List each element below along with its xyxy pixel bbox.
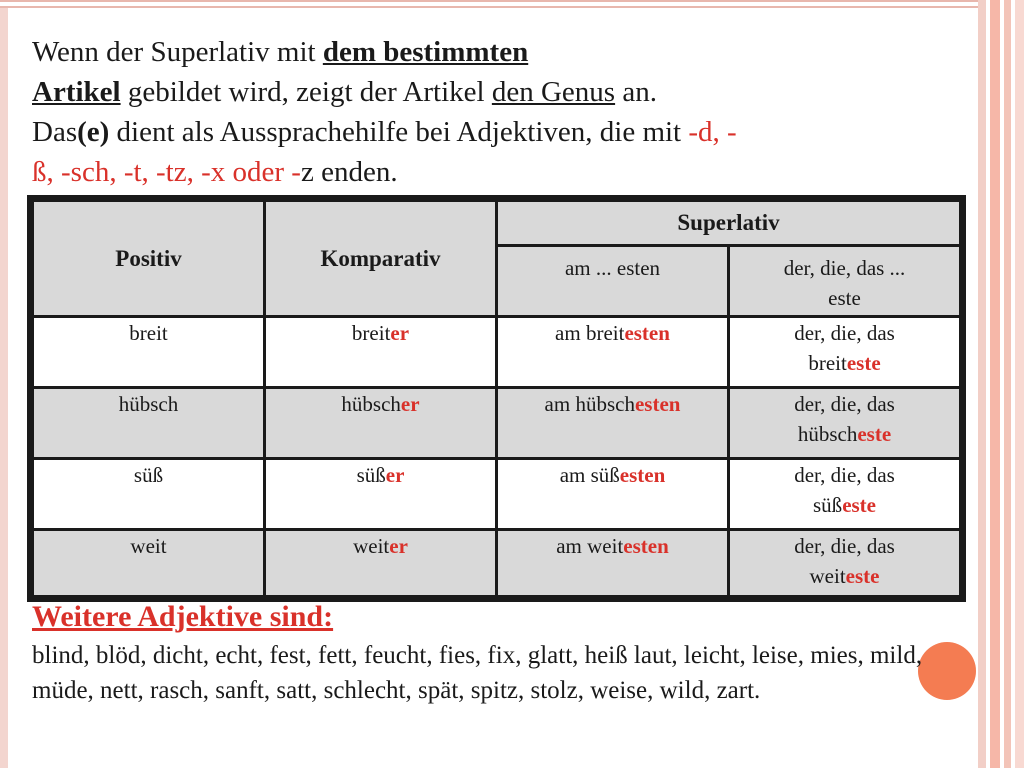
article-prefix: der, die, das <box>794 392 895 416</box>
word-ending: este <box>846 351 881 375</box>
word-stem: breit <box>351 321 391 345</box>
intro-emphasis: Artikel <box>32 76 121 108</box>
intro-text <box>32 32 992 192</box>
cell-komparativ <box>266 531 495 595</box>
subheader-am-esten: am ... esten <box>498 247 727 315</box>
cell-superlativ-am <box>498 460 727 528</box>
word-ending: esten <box>624 321 670 345</box>
word-ending: este <box>845 564 880 588</box>
cell-komparativ <box>266 318 495 386</box>
cell-positiv: weit <box>34 531 263 595</box>
header-komparativ: Komparativ <box>266 202 495 315</box>
word-ending: esten <box>619 463 666 487</box>
word-stem: hübsch <box>341 392 401 416</box>
word-stem: am weit <box>556 534 624 558</box>
intro-line-3 <box>32 112 992 152</box>
frame-left-border <box>0 0 8 768</box>
subheader-der-die-das-line-2: este <box>828 286 861 310</box>
cell-superlativ-am <box>498 318 727 386</box>
cell-superlativ-der <box>730 389 959 457</box>
article-prefix: der, die, das <box>794 463 895 487</box>
cell-superlativ-am <box>498 531 727 595</box>
table-row <box>34 531 959 595</box>
more-adjectives-title: Weitere Adjektive sind: <box>32 600 334 633</box>
word-stem: süß <box>356 463 386 487</box>
intro-text-segment: gebildet wird, zeigt der Artikel <box>120 76 492 108</box>
cell-positiv: hübsch <box>34 389 263 457</box>
intro-line-2 <box>32 72 992 112</box>
article-prefix: der, die, das <box>794 534 895 558</box>
frame-top-border <box>0 0 980 8</box>
intro-red-endings: -d, - <box>688 116 737 148</box>
intro-emphasis: dem bestimmten <box>322 36 529 68</box>
word-stem: weit <box>809 564 846 588</box>
cell-positiv: süß <box>34 460 263 528</box>
subheader-der-die-das <box>730 247 959 315</box>
header-positiv: Positiv <box>34 202 263 315</box>
intro-text-segment: dient als Aussprachehilfe bei Adjektiven, die mit <box>109 116 689 148</box>
intro-red-endings: ß, -sch, -t, -tz, -x oder - <box>32 156 301 188</box>
word-stem: am hübsch <box>544 392 635 416</box>
cell-superlativ-der <box>730 460 959 528</box>
cell-komparativ <box>266 460 495 528</box>
word-stem: hübsch <box>797 422 858 446</box>
subheader-der-die-das-line-1: der, die, das ... <box>783 256 906 280</box>
word-ending: esten <box>623 534 669 558</box>
comparison-table <box>27 195 966 602</box>
more-adjectives-list: blind, blöd, dicht, echt, fest, fett, feucht, fies, fix, glatt, heiß laut, leicht, leise, mies, mild, müde, nett, rasch, sanft, satt, schlecht, spät, spitz, stolz, weise, wild, zart. <box>32 642 923 704</box>
word-ending: este <box>842 493 876 517</box>
word-ending: er <box>400 392 420 416</box>
word-stem: süß <box>813 493 843 517</box>
intro-text-segment: z enden. <box>300 156 398 188</box>
header-superlativ: Superlativ <box>498 202 959 244</box>
table-row <box>34 460 959 528</box>
article-prefix: der, die, das <box>794 321 895 345</box>
intro-text-segment: an. <box>615 76 657 108</box>
word-ending: er <box>385 463 405 487</box>
word-stem: weit <box>353 534 390 558</box>
word-ending: este <box>857 422 892 446</box>
intro-text-segment: Das <box>32 116 78 148</box>
word-ending: er <box>389 534 408 558</box>
cell-superlativ-der <box>730 531 959 595</box>
intro-emphasis: (e) <box>77 116 110 148</box>
cell-superlativ-am <box>498 389 727 457</box>
cell-komparativ <box>266 389 495 457</box>
intro-line-1 <box>32 32 992 72</box>
table-row <box>34 318 959 386</box>
word-ending: er <box>390 321 410 345</box>
cell-positiv: breit <box>34 318 263 386</box>
word-stem: am breit <box>555 321 625 345</box>
word-stem: am süß <box>559 463 620 487</box>
intro-line-4 <box>32 152 992 192</box>
intro-underline: den Genus <box>491 76 616 108</box>
table-row <box>34 389 959 457</box>
cell-superlativ-der <box>730 318 959 386</box>
intro-text-segment: Wenn der Superlativ mit <box>32 36 323 68</box>
word-stem: breit <box>808 351 847 375</box>
word-ending: esten <box>634 392 681 416</box>
